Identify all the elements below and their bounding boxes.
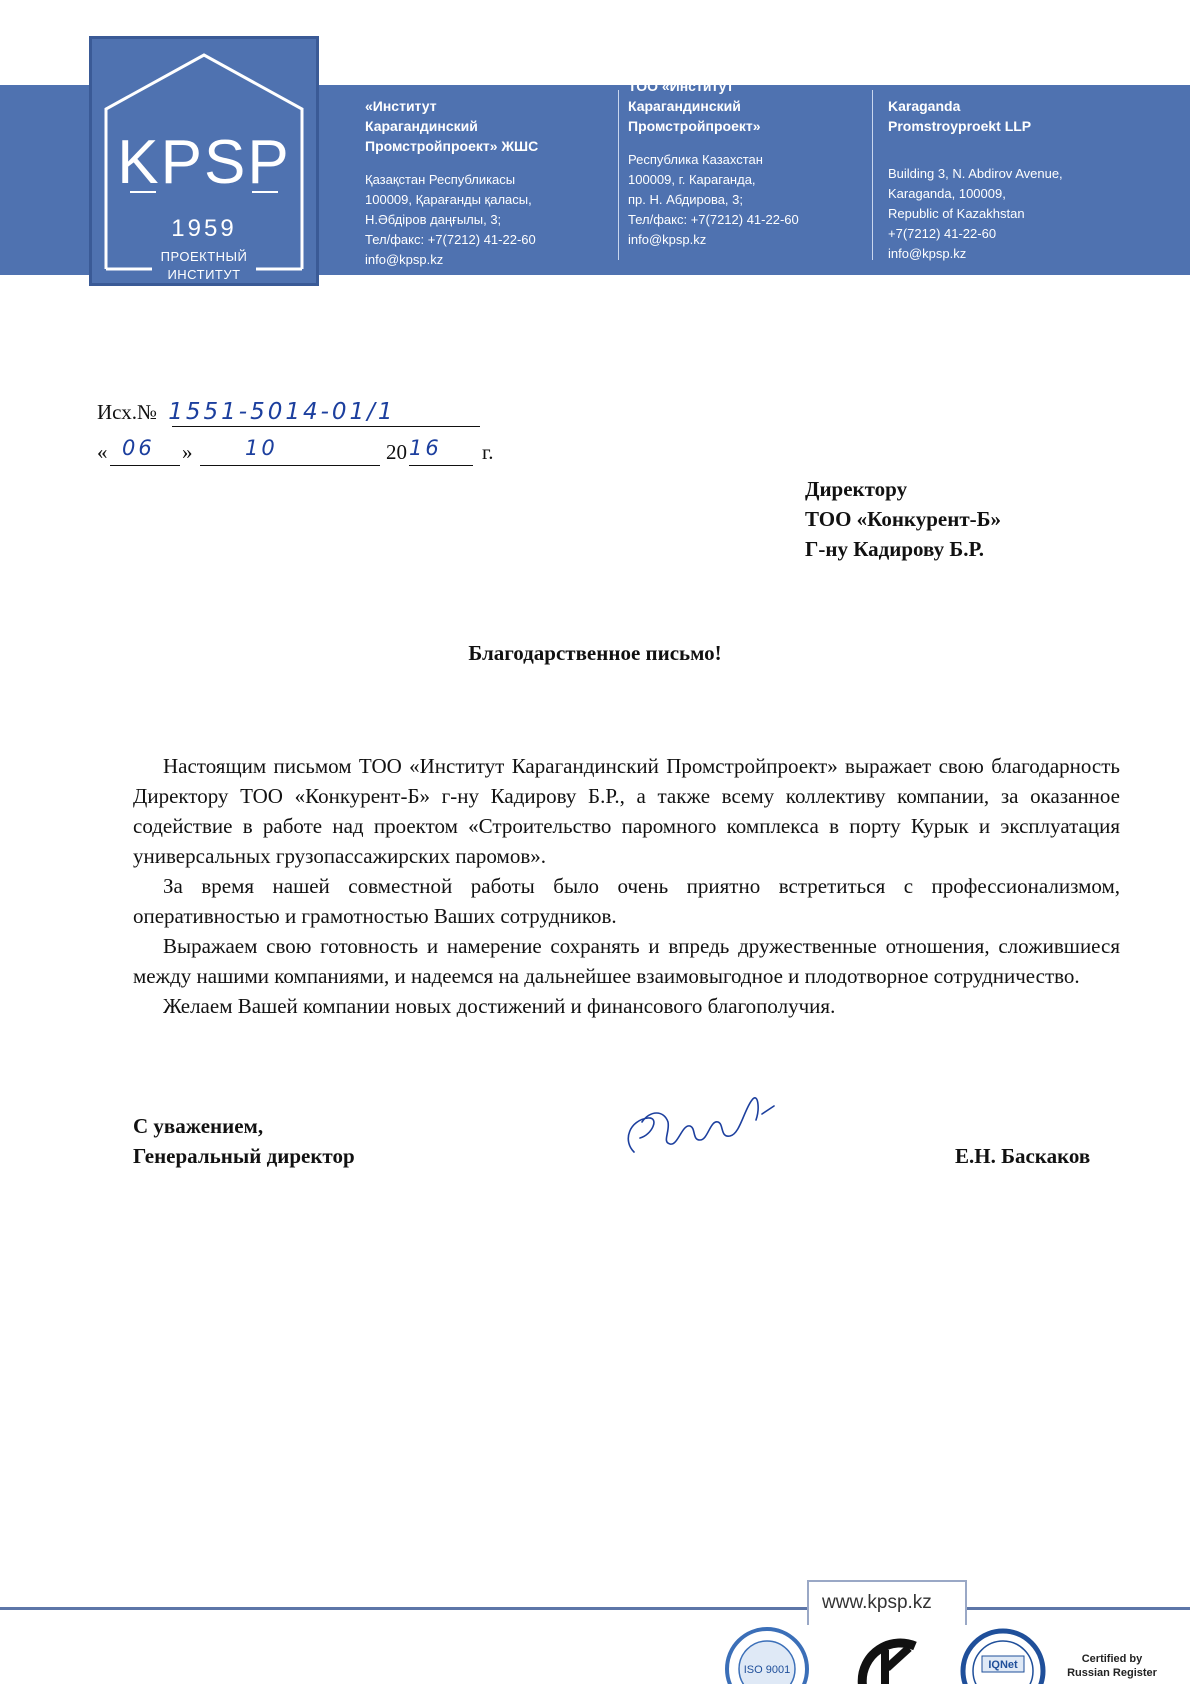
logo-brand: KPSP [117, 128, 291, 197]
date-month-underline [200, 465, 380, 466]
closing-position: Генеральный директор [133, 1144, 355, 1168]
signer-name: Е.Н. Баскаков [955, 1144, 1091, 1168]
col-kz-name-line: Карагандинский [365, 118, 478, 134]
letter-title: Благодарственное письмо! [468, 641, 722, 665]
col-kz-address-line: 100009, Қарағанды қаласы, [365, 192, 532, 207]
col-kz-name-line: Промстройпроект» ЖШС [365, 138, 539, 154]
date-close-quote: » [182, 440, 193, 464]
col-en-address-line: Republic of Kazakhstan [888, 206, 1025, 221]
logo-year: 1959 [171, 215, 237, 242]
col-kz-email: info@kpsp.kz [365, 252, 444, 267]
iso-9001-seal-icon [722, 1624, 812, 1684]
header-col-kz [365, 96, 538, 270]
certified-by-russian-register [1062, 1652, 1162, 1680]
letter-paragraph: Выражаем свою готовность и намерение сохранять и впредь дружественные отношения, сложившиеся между нашими компаниями, и надеемся на дальнейшее взаимовыгодное и плодотворное сотрудничество. [133, 934, 1120, 988]
kpsp-logo [89, 36, 319, 286]
certified-line-2: Russian Register [1067, 1667, 1157, 1679]
date-open-quote: « [97, 440, 108, 464]
letter-paragraph: За время нашей совместной работы было очень приятно встретиться с профессионализмом, оперативностью и грамотностью Ваших сотрудников. [133, 874, 1120, 928]
col-ru-address-line: Республика Казахстан [628, 152, 763, 167]
date-day-underline [110, 465, 180, 466]
col-ru-name-line: Карагандинский [628, 98, 741, 114]
outgoing-number-label: Исх.№ [97, 400, 157, 424]
website-link[interactable]: www.kpsp.kz [822, 1592, 932, 1613]
col-ru-name-line: ТОО «Институт [628, 78, 734, 94]
iso-seal-label: ISO 9001 [743, 1664, 791, 1676]
iqnet-label: IQNet [988, 1659, 1018, 1671]
header-divider [872, 90, 873, 260]
header-col-en [888, 96, 1063, 264]
footer-rule [0, 1607, 1190, 1610]
handwritten-signature [612, 1080, 792, 1160]
date-month: 10 [245, 436, 278, 460]
iqnet-certified-seal-icon [958, 1626, 1048, 1684]
recipient-line-1: Директору [805, 477, 908, 501]
col-ru-name-line: Промстройпроект» [628, 118, 761, 134]
date-year-label: г. [482, 440, 494, 464]
col-ru-name [628, 76, 799, 136]
recipient-line-2: ТОО «Конкурент-Б» [805, 507, 1002, 531]
col-ru-address-line: 100009, г. Караганда, [628, 172, 756, 187]
date-year-suffix: 16 [409, 436, 442, 460]
col-kz-address-line: Н.Әбдіров даңғылы, 3; [365, 212, 502, 227]
logo-subtitle-line2: ИНСТИТУТ [167, 267, 241, 282]
header-col-ru [628, 76, 799, 250]
col-en-address-line: Karaganda, 100009, [888, 186, 1006, 201]
outgoing-number-underline [172, 426, 480, 427]
col-en-email: info@kpsp.kz [888, 246, 967, 261]
certified-line-1: Certified by [1081, 1653, 1143, 1665]
date-day: 06 [122, 436, 155, 460]
k-certification-mark-icon [845, 1636, 935, 1684]
col-en-name [888, 96, 1063, 136]
letter-body [133, 751, 1120, 1021]
letter-paragraph: Настоящим письмом ТОО «Институт Карагандинский Промстройпроект» выражает свою благодарность Директору ТОО «Конкурент-Б» г-ну Кадирову Б.Р., а также всему коллективу компании, за оказанное содействие в работе над проектом «Строительство паромного комплекса в порту Курык и эксплуатация универсальных грузопассажирских паромов». [133, 754, 1120, 868]
col-en-phone: +7(7212) 41-22-60 [888, 226, 997, 241]
col-en-name-line: Promstroyproekt LLP [888, 118, 1032, 134]
logo-subtitle-line1: ПРОЕКТНЫЙ [160, 249, 248, 264]
date-year-underline [409, 465, 473, 466]
closing-regards: С уважением, [133, 1114, 264, 1138]
col-en-address-line: Building 3, N. Abdirov Avenue, [888, 166, 1063, 181]
col-kz-name [365, 96, 538, 156]
col-kz-address-line: Қазақстан Республикасы [365, 172, 516, 187]
col-ru-email: info@kpsp.kz [628, 232, 707, 247]
col-kz-name-line: «Институт [365, 98, 437, 114]
col-en-name-line: Karaganda [888, 98, 961, 114]
date-year-prefix: 20 [386, 440, 407, 464]
header-divider [618, 90, 619, 260]
outgoing-number [97, 399, 396, 425]
col-ru-address-line: пр. Н. Абдирова, 3; [628, 192, 744, 207]
outgoing-number-value: 1551-5014-01/1 [168, 399, 396, 425]
letter-paragraph: Желаем Вашей компании новых достижений и финансового благополучия. [163, 994, 836, 1018]
col-ru-phone: Тел/факс: +7(7212) 41-22-60 [628, 212, 799, 227]
col-kz-phone: Тел/факс: +7(7212) 41-22-60 [365, 232, 536, 247]
recipient-line-3: Г-ну Кадирову Б.Р. [805, 537, 984, 561]
